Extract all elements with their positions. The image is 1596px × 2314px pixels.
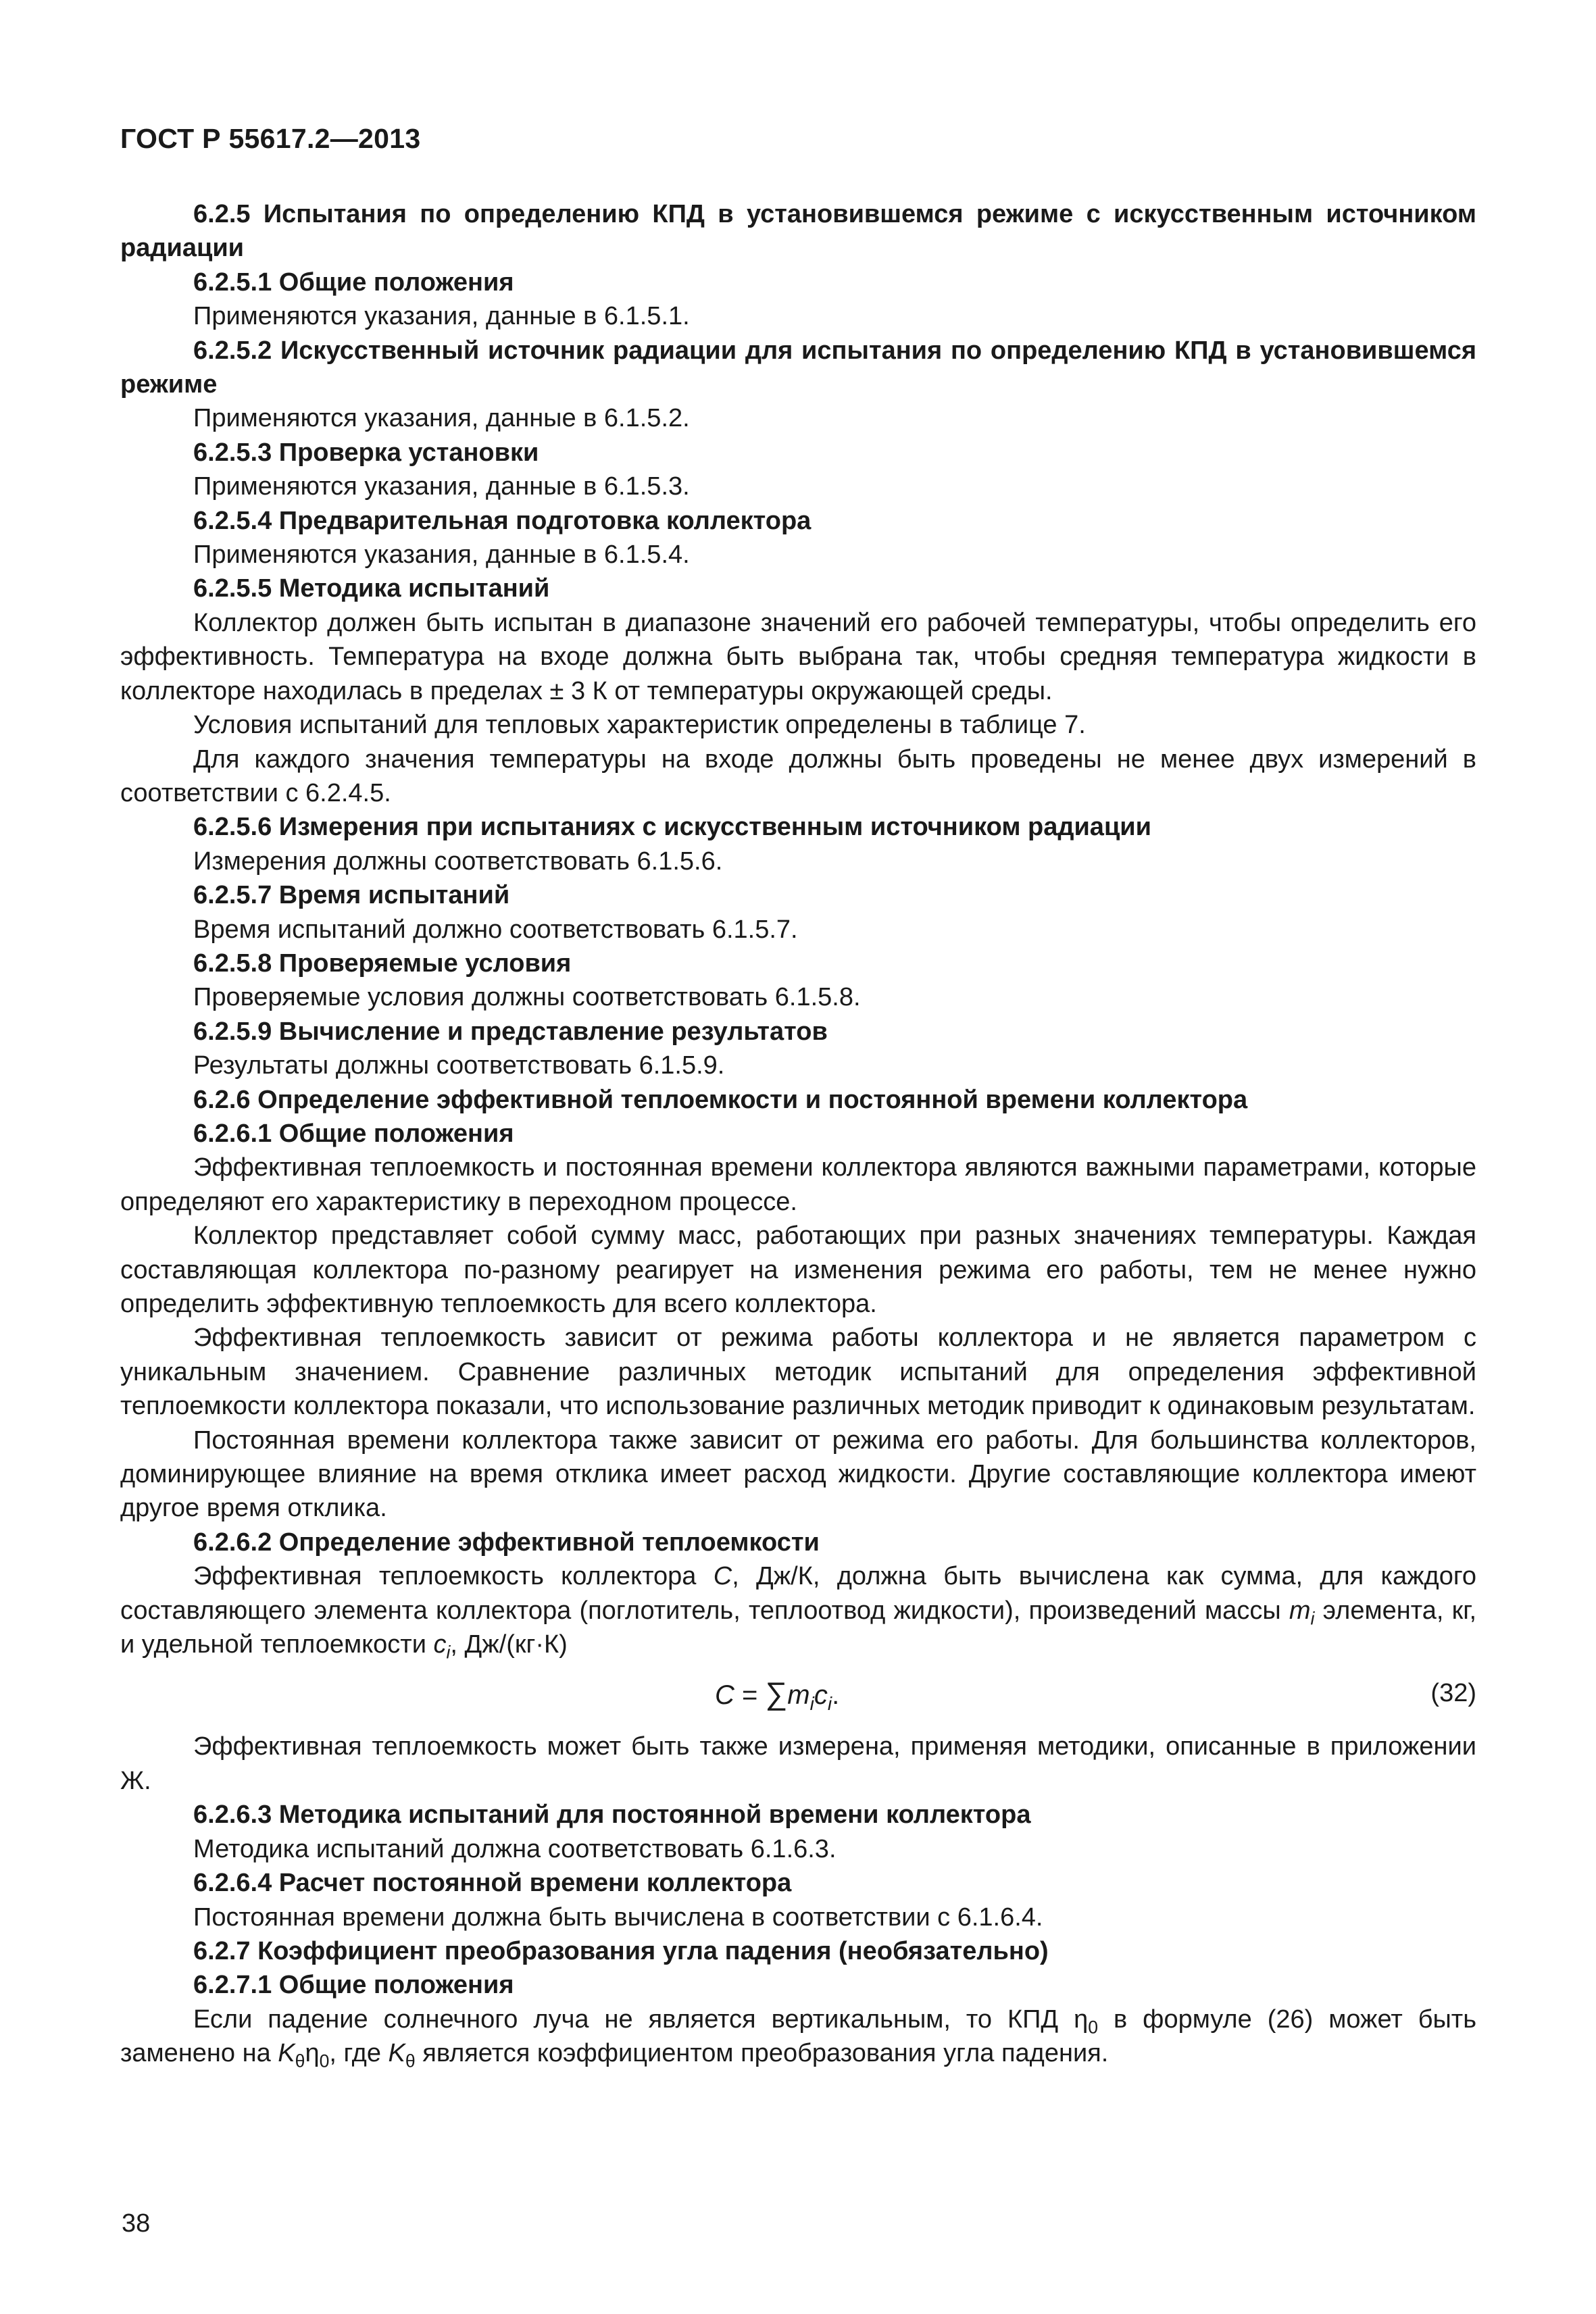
body-paragraph: Результаты должны соответствовать 6.1.5.9. — [193, 1051, 725, 1080]
section-block-group — [120, 197, 1476, 1559]
section-heading: 6.2.5.2 Искусственный источник радиации для испытания по определению КПД в установившемся режиме — [120, 336, 1476, 399]
section-heading: 6.2.5.8 Проверяемые условия — [193, 949, 572, 978]
body-paragraph: Эффективная теплоемкость и постоянная времени коллектора являются важными параметрами, которые определяют его характеристику в переходном процессе. — [120, 1153, 1476, 1216]
capacity-paragraph: Эффективная теплоемкость коллектора C, Дж/К, должна быть вычислена как сумма, для каждого составляющего элемента коллектора (поглотитель, теплоотвод жидкости), произведений массы $m_i$ элемента, кг, и удельной теплоемкости $c_i$, Дж/(кг·К) — [120, 1562, 1477, 1663]
body-paragraph: Коллектор должен быть испытан в диапазоне значений его рабочей температуры, чтобы определить его эффективность. Температура на входе должна быть выбрана так, чтобы средняя температура жидкости в коллекторе находилась в пределах ± 3 К от температуры окружающей среды. — [120, 608, 1476, 705]
body-paragraph: Условия испытаний для тепловых характеристик определены в таблице 7. — [193, 711, 1086, 740]
section-heading: 6.2.6.3 Методика испытаний для постоянной времени коллектора — [193, 1801, 1031, 1830]
section-heading: 6.2.5.4 Предварительная подготовка коллектора — [193, 506, 812, 535]
formula-32: $C = \sum m_ic_i$. — [715, 1676, 840, 1715]
section-heading: 6.2.5.1 Общие положения — [193, 268, 514, 297]
body-paragraph: Применяются указания, данные в 6.1.5.2. — [193, 404, 690, 433]
body-paragraph: Эффективная теплоемкость зависит от режима работы коллектора и не является параметром с уникальным значением. Сравнение различных методик испытаний для определения эффективной теплоемкости коллектора показали, что использование различных методик приводит к одинаковым результатам. — [120, 1324, 1476, 1421]
section-heading: 6.2.6.2 Определение эффективной теплоемкости — [193, 1528, 820, 1557]
section-heading: 6.2.5 Испытания по определению КПД в установившемся режиме с искусственным источником радиации — [120, 200, 1476, 263]
body-paragraph: Применяются указания, данные в 6.1.5.3. — [193, 472, 690, 501]
formula-row — [120, 1661, 1476, 1730]
section-heading: 6.2.6 Определение эффективной теплоемкости и постоянной времени коллектора — [193, 1085, 1248, 1114]
section-heading: 6.2.7 Коэффициент преобразования угла падения (необязательно) — [193, 1936, 1049, 1965]
body-paragraph: Проверяемые условия должны соответствовать 6.1.5.8. — [193, 983, 861, 1012]
section-heading: 6.2.5.7 Время испытаний — [193, 881, 510, 910]
section-heading: 6.2.7.1 Общие положения — [193, 1971, 514, 2000]
section-heading: 6.2.5.6 Измерения при испытаниях с искусственным источником радиации — [193, 813, 1152, 842]
body-paragraph: Эффективная теплоемкость может быть также измерена, применяя методики, описанные в приложении Ж. — [120, 1732, 1476, 1795]
section-heading: 6.2.6.1 Общие положения — [193, 1119, 514, 1148]
body-paragraph: Методика испытаний должна соответствовать 6.1.6.3. — [193, 1834, 837, 1863]
body-paragraph: Коллектор представляет собой сумму масс, работающих при разных значениях температуры. Каждая составляющая коллектора по-разному реагирует на изменения режима его работы, тем не менее нужно определить эффективную теплоемкость для всего коллектора. — [120, 1222, 1476, 1318]
section-heading: 6.2.5.9 Вычисление и представление результатов — [193, 1017, 828, 1046]
page-number: 38 — [122, 2209, 151, 2238]
section-heading: 6.2.6.4 Расчет постоянной времени коллектора — [193, 1869, 792, 1898]
section-block-group — [120, 1730, 1476, 2002]
section-heading: 6.2.5.5 Методика испытаний — [193, 574, 550, 603]
body-paragraph: Применяются указания, данные в 6.1.5.4. — [193, 540, 690, 570]
body-paragraph: Применяются указания, данные в 6.1.5.1. — [193, 302, 690, 331]
body-paragraph: Измерения должны соответствовать 6.1.5.6. — [193, 847, 723, 876]
body-paragraph: Постоянная времени должна быть вычислена в соответствии с 6.1.6.4. — [193, 1903, 1043, 1932]
section-heading: 6.2.5.3 Проверка установки — [193, 438, 539, 467]
body-paragraph: Время испытаний должно соответствовать 6.1.5.7. — [193, 915, 798, 944]
equation-number: (32) — [1430, 1679, 1476, 1708]
body-paragraph: Для каждого значения температуры на входе должны быть проведены не менее двух измерений в соответствии с 6.2.4.5. — [120, 745, 1476, 807]
document-header: ГОСТ Р 55617.2—2013 — [120, 123, 421, 154]
body-paragraph: Постоянная времени коллектора также зависит от режима его работы. Для большинства коллекторов, доминирующее влияние на время отклика имеет расход жидкости. Другие составляющие коллектора имеют другое время отклика. — [120, 1426, 1476, 1523]
document-body — [120, 197, 1476, 2071]
final-paragraph: Если падение солнечного луча не является вертикальным, то КПД $\eta_0$ в формуле (26) может быть заменено на $K_\theta\eta_0$, где $K_\theta$ является коэффициентом преобразования угла падения. — [120, 2005, 1476, 2071]
